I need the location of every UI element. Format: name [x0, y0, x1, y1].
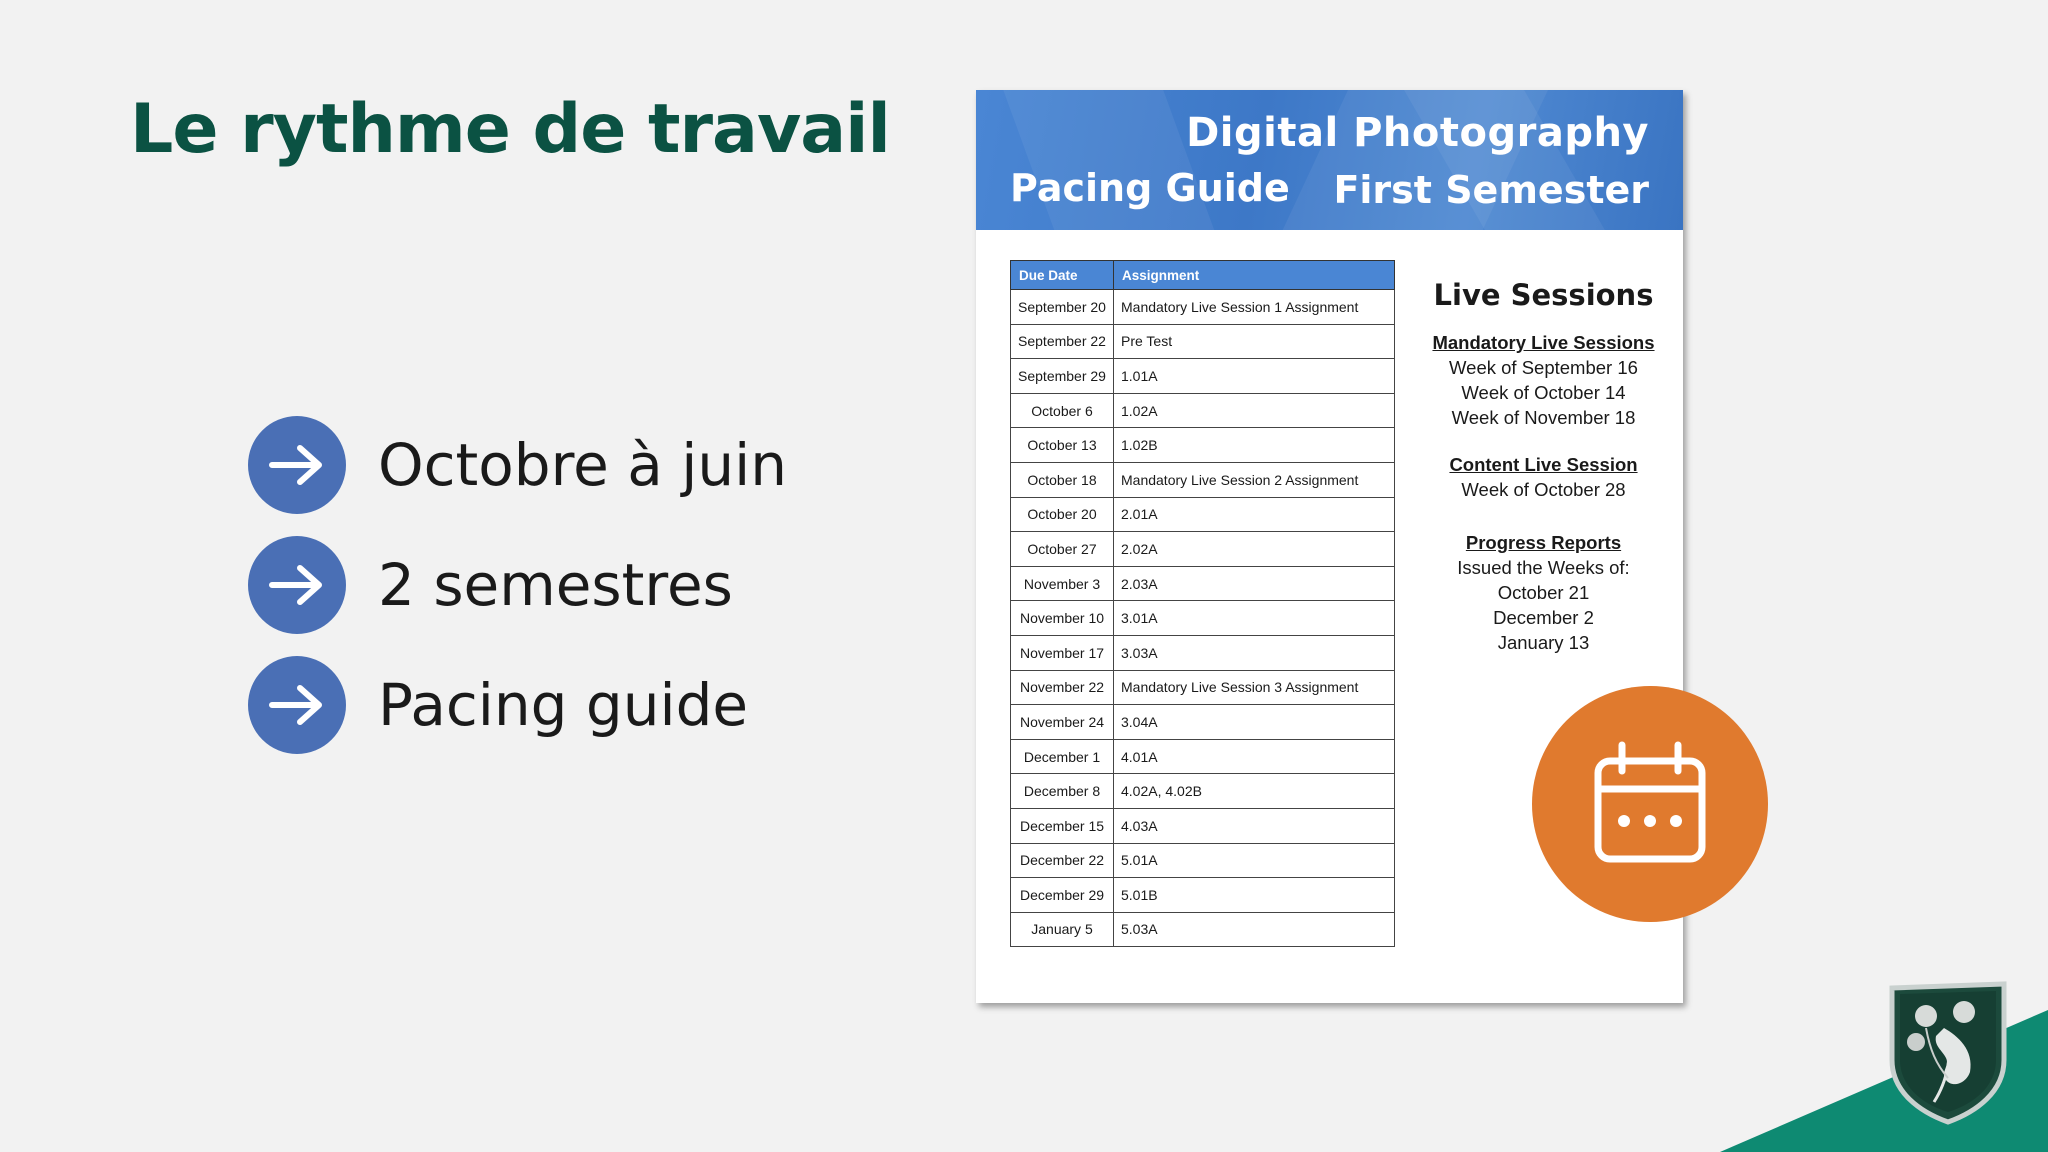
acorn-oak-leaf-crest-icon — [1886, 980, 2010, 1126]
slide-title: Le rythme de travail — [130, 90, 890, 169]
due-date-cell: December 15 — [1011, 808, 1114, 843]
document-subtitle-semester: First Semester — [1333, 168, 1649, 212]
due-date-cell: October 18 — [1011, 462, 1114, 497]
due-date-cell: October 6 — [1011, 393, 1114, 428]
due-date-cell: November 17 — [1011, 635, 1114, 670]
assignment-cell: 2.01A — [1114, 497, 1395, 532]
assignment-cell: 3.04A — [1114, 705, 1395, 740]
assignment-cell: 4.01A — [1114, 739, 1395, 774]
assignment-cell: Mandatory Live Session 2 Assignment — [1114, 462, 1395, 497]
progress-report-line: October 21 — [1497, 582, 1590, 603]
assignment-cell: 4.03A — [1114, 808, 1395, 843]
assignment-cell: 4.02A, 4.02B — [1114, 774, 1395, 809]
assignment-cell: Mandatory Live Session 1 Assignment — [1114, 290, 1395, 325]
due-date-cell: December 22 — [1011, 843, 1114, 878]
assignment-cell: 5.01A — [1114, 843, 1395, 878]
content-session-heading: Content Live Session — [1449, 454, 1638, 475]
due-date-cell: December 8 — [1011, 774, 1114, 809]
due-date-cell: November 24 — [1011, 705, 1114, 740]
progress-report-line: January 13 — [1497, 632, 1590, 653]
assignment-cell: 2.03A — [1114, 566, 1395, 601]
progress-reports-heading: Progress Reports — [1465, 532, 1622, 553]
progress-report-line: December 2 — [1493, 607, 1594, 628]
assignment-cell: 3.01A — [1114, 601, 1395, 636]
bullet-text: 2 semestres — [378, 551, 733, 619]
due-date-cell: November 22 — [1011, 670, 1114, 705]
due-date-cell: September 22 — [1011, 324, 1114, 359]
assignment-cell: Pre Test — [1114, 324, 1395, 359]
due-date-cell: December 1 — [1011, 739, 1114, 774]
due-date-cell: November 10 — [1011, 601, 1114, 636]
document-subtitle-pacing: Pacing Guide — [1010, 166, 1290, 210]
bullet-text: Octobre à juin — [378, 431, 788, 499]
mandatory-session-line: Week of November 18 — [1451, 407, 1636, 428]
due-date-cell: October 27 — [1011, 532, 1114, 567]
assignment-cell: 5.03A — [1114, 912, 1395, 947]
due-date-cell: September 29 — [1011, 359, 1114, 394]
progress-report-line: Issued the Weeks of: — [1457, 557, 1630, 578]
due-date-cell: December 29 — [1011, 878, 1114, 913]
assignment-cell: Mandatory Live Session 3 Assignment — [1114, 670, 1395, 705]
due-date-cell: January 5 — [1011, 912, 1114, 947]
column-header-assignment: Assignment — [1114, 261, 1395, 290]
due-date-cell: November 3 — [1011, 566, 1114, 601]
assignment-cell: 1.01A — [1114, 359, 1395, 394]
due-date-cell: October 20 — [1011, 497, 1114, 532]
column-header-due-date: Due Date — [1011, 261, 1114, 290]
mandatory-session-line: Week of October 14 — [1461, 382, 1626, 403]
bullet-text: Pacing guide — [378, 671, 749, 739]
mandatory-sessions-heading: Mandatory Live Sessions — [1432, 332, 1655, 353]
assignment-cell: 3.03A — [1114, 635, 1395, 670]
assignment-cell: 2.02A — [1114, 532, 1395, 567]
mandatory-session-line: Week of September 16 — [1449, 357, 1638, 378]
assignment-cell: 1.02A — [1114, 393, 1395, 428]
assignment-cell: 5.01B — [1114, 878, 1395, 913]
document-title: Digital Photography — [1186, 110, 1649, 156]
live-sessions-heading: Live Sessions — [1433, 278, 1654, 312]
content-session-line: Week of October 28 — [1461, 479, 1626, 500]
due-date-cell: October 13 — [1011, 428, 1114, 463]
assignment-cell: 1.02B — [1114, 428, 1395, 463]
due-date-cell: September 20 — [1011, 290, 1114, 325]
